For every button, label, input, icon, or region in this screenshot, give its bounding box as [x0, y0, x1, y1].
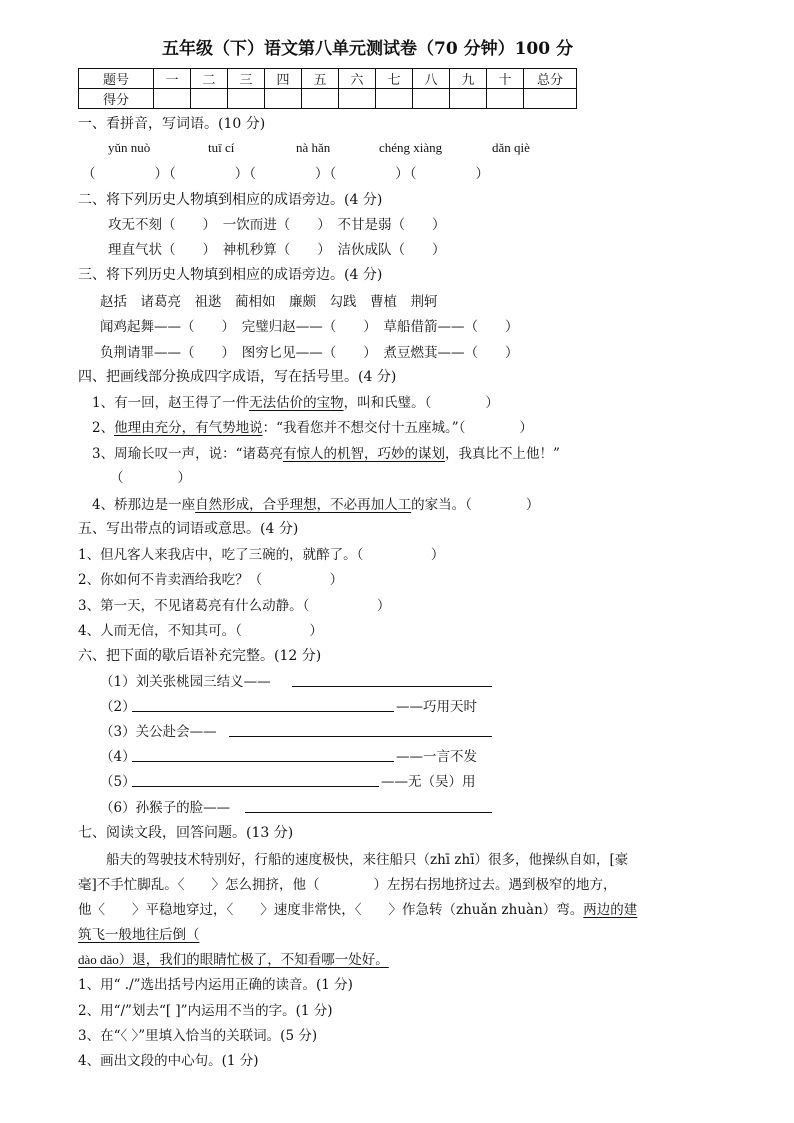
question-5-3[interactable]: 3、第一天，不见诸葛亮有什么动静。（ ）: [78, 598, 391, 614]
historical-names: 赵括 诸葛亮 祖逖 蔺相如 廉颇 勾践 曹植 荆轲: [100, 294, 438, 310]
question-4-2[interactable]: [92, 416, 533, 436]
passage-line: 船夫的驾驶技术特别好，行船的速度极快，来往船只（zhī zhī）很多，他操纵自如，[豪: [106, 852, 629, 868]
underlined-phrase: 有惊人的机智，巧妙的谋划: [283, 446, 445, 462]
answer-line[interactable]: [292, 686, 492, 687]
answer-line[interactable]: [132, 711, 394, 712]
question-text: 2、: [92, 420, 115, 436]
pinyin-2: tuī cí: [208, 140, 235, 155]
question-5-4[interactable]: 4、人而无信，不知其可。（ ）: [78, 623, 323, 639]
pinyin-3: nà hǎn: [296, 140, 331, 155]
passage-line: [78, 948, 389, 968]
question-text: 3、周瑜长叹一声，说：“诸葛亮: [92, 446, 283, 462]
question-text: 的家当。（ ）: [411, 497, 540, 513]
idiom-line[interactable]: 理直气状（ ） 神机秒算（ ） 洁伙成队（ ）: [108, 242, 446, 258]
question-text: 1、有一回，赵王得了一件: [92, 395, 250, 411]
idiom-line[interactable]: 闻鸡起舞——（ ） 完璧归赵——（ ） 草船借箭——（ ）: [100, 319, 519, 335]
table-cell: 九: [450, 69, 487, 89]
question-text: ，叫和氏璧。（ ）: [343, 395, 499, 411]
table-cell: 八: [413, 69, 450, 89]
answer-line[interactable]: [245, 812, 492, 813]
proverb-2: ——巧用天时: [396, 699, 477, 715]
question-text: ，我真比不上他！”: [445, 446, 560, 462]
question-4-3[interactable]: [92, 442, 560, 462]
table-cell: 七: [376, 69, 413, 89]
proverb-5-num: （5）: [100, 774, 136, 790]
passage-text: 他〈 〉平稳地穿过，〈 〉速度非常快，〈 〉作急转（zhuǎn zhuàn）弯。: [78, 902, 584, 918]
table-cell: 一: [154, 69, 191, 89]
table-cell: 五: [302, 69, 339, 89]
table-cell: 题号: [79, 69, 154, 89]
section-3-heading: 三、将下列历史人物填到相应的成语旁边。(4 分): [78, 267, 383, 283]
underlined-phrase: 自然形成，合乎理想，不必再加人工: [195, 497, 412, 513]
question-7-4: 4、画出文段的中心句。(1 分): [78, 1053, 259, 1069]
question-text: ：“我看您并不想交付十五座城。”（ ）: [262, 420, 533, 436]
pinyin-4: chéng xiàng: [379, 140, 443, 155]
proverb-4: ——一言不发: [396, 749, 477, 765]
section-5-heading: 五、写出带点的词语或意思。(4 分): [78, 521, 299, 537]
page-title: 五年级（下）语文第八单元测试卷（70 分钟）100 分: [162, 39, 573, 59]
underlined-sentence: 筑飞一般地往后倒（: [78, 927, 200, 943]
score-table-header-row: [79, 69, 577, 89]
question-4-4[interactable]: [92, 493, 539, 513]
proverb-5: ——无（吴）用: [381, 774, 476, 790]
answer-line[interactable]: [132, 761, 394, 762]
score-input-cell[interactable]: [524, 89, 577, 109]
question-7-3: 3、在“〈 〉”里填入恰当的关联词。(5 分): [78, 1028, 318, 1044]
table-cell: 四: [265, 69, 302, 89]
pinyin-5: dǎn qiè: [492, 140, 530, 155]
score-table: [78, 68, 577, 109]
passage-line: 毫]不手忙脚乱。〈 〉怎么拥挤，他（ ）左拐右拐地挤过去。遇到极窄的地方，: [78, 877, 617, 893]
table-cell: 总分: [524, 69, 577, 89]
idiom-line[interactable]: 攻无不刻（ ） 一饮而进（ ） 不甘是弱（ ）: [108, 217, 446, 233]
answer-bracket[interactable]: （ ）: [110, 470, 191, 486]
question-4-1[interactable]: [92, 391, 499, 411]
score-input-cell[interactable]: [228, 89, 265, 109]
score-table-score-row: [79, 89, 577, 109]
proverb-2-num: （2）: [100, 699, 136, 715]
table-cell: 得分: [79, 89, 154, 109]
question-7-2: 2、用“/”划去“[ ]”内运用不当的字。(1 分): [78, 1003, 333, 1019]
proverb-1: （1）刘关张桃园三结义——: [100, 674, 271, 690]
answer-line[interactable]: [132, 786, 379, 787]
underlined-phrase: 无法估价的宝物: [249, 395, 344, 411]
table-cell: 十: [487, 69, 524, 89]
proverb-3: （3）关公赴会——: [100, 724, 217, 740]
table-cell: 六: [339, 69, 376, 89]
passage-line: [78, 898, 637, 918]
table-cell: 三: [228, 69, 265, 89]
score-input-cell[interactable]: [413, 89, 450, 109]
section-4-heading: 四、把画线部分换成四字成语，写在括号里。(4 分): [78, 369, 397, 385]
underlined-phrase: 他理由充分，有气势地说: [114, 420, 263, 436]
question-text: 4、桥那边是一座: [92, 497, 196, 513]
pinyin-1: yǔn nuò: [108, 140, 151, 155]
answer-line[interactable]: [229, 736, 492, 737]
underlined-sentence: ）退，我们的眼睛忙极了，不知看哪一处好。: [118, 952, 389, 968]
section-2-heading: 二、将下列历史人物填到相应的成语旁边。(4 分): [78, 192, 383, 208]
score-input-cell[interactable]: [450, 89, 487, 109]
proverb-4-num: （4）: [100, 749, 136, 765]
section-7-heading: 七、阅读文段，回答问题。(13 分): [78, 825, 294, 841]
table-cell: 二: [191, 69, 228, 89]
score-input-cell[interactable]: [191, 89, 228, 109]
question-7-1: 1、用“ ./”选出括号内运用正确的读音。(1 分): [78, 977, 353, 993]
question-5-1[interactable]: 1、但凡客人来我店中，吃了三碗的，就醉了。（ ）: [78, 547, 445, 563]
underlined-sentence: 两边的建: [583, 902, 638, 918]
score-input-cell[interactable]: [265, 89, 302, 109]
score-input-cell[interactable]: [154, 89, 191, 109]
score-input-cell[interactable]: [487, 89, 524, 109]
score-input-cell[interactable]: [376, 89, 413, 109]
answer-brackets[interactable]: （ ）（ ）（ ）（ ）（ ）: [82, 166, 490, 182]
score-input-cell[interactable]: [302, 89, 339, 109]
pinyin-choice[interactable]: dào dǎo: [78, 952, 119, 967]
question-5-2[interactable]: 2、你如何不肯卖酒给我吃？（ ）: [78, 572, 344, 588]
proverb-6: （6）孙猴子的脸——: [100, 800, 231, 816]
score-input-cell[interactable]: [339, 89, 376, 109]
section-1-heading: 一、看拼音，写词语。(10 分): [78, 116, 266, 132]
section-6-heading: 六、把下面的歇后语补充完整。(12 分): [78, 648, 322, 664]
idiom-line[interactable]: 负荆请罪——（ ） 图穷匕见——（ ） 煮豆燃萁——（ ）: [100, 345, 519, 361]
